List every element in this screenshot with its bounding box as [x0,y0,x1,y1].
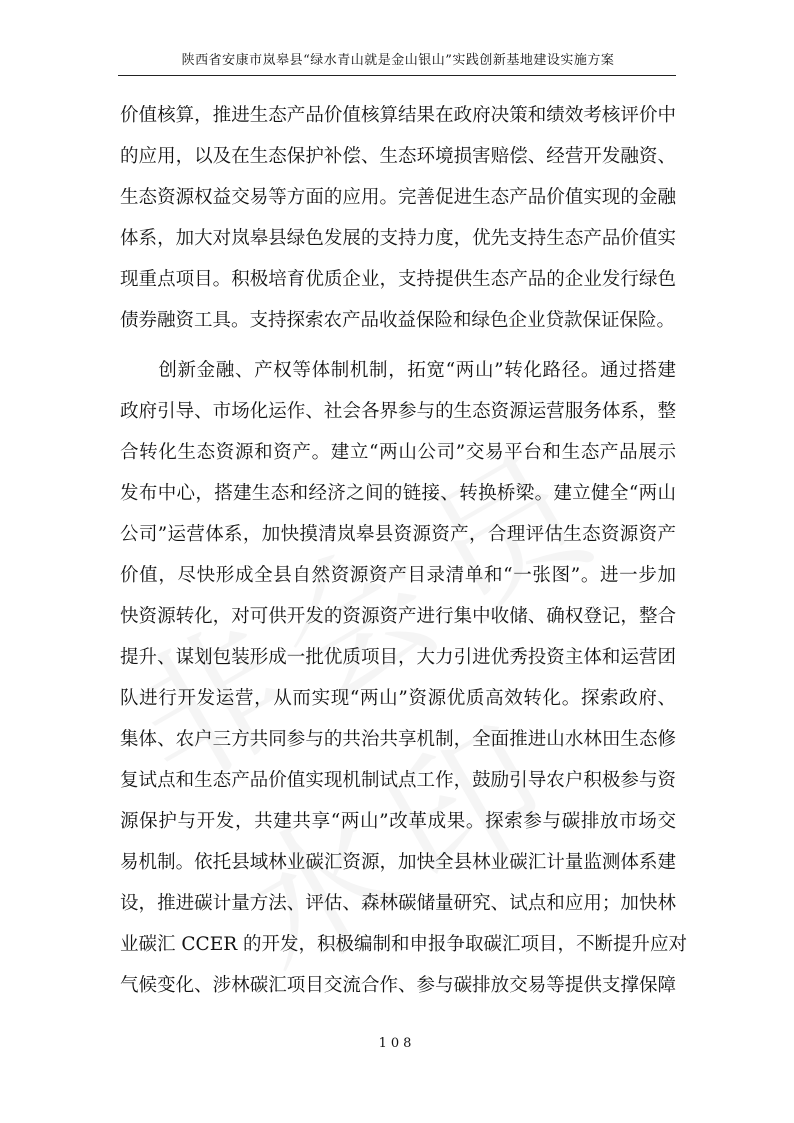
text-line: 业碳汇 CCER 的开发，积极编制和申报争取碳汇项目，不断提升应对 [120,934,688,955]
text-line: 易机制。依托县域林业碳汇资源，加快全县林业碳汇计量监测体系建 [120,852,676,873]
text-line: 发布中心，搭建生态和经济之间的链接、转换桥梁。建立健全“两山 [120,483,676,504]
body-text [120,95,688,1006]
text-line: 体系，加大对岚皋县绿色发展的支持力度，优先支持生态产品价值实 [120,228,676,249]
text-line: 提升、谋划包装形成一批优质项目，大力引进优秀投资主体和运营团 [120,647,676,668]
paragraph-2 [120,350,688,1006]
text-line: 生态资源权益交易等方面的应用。完善促进生态产品价值实现的金融 [120,187,676,208]
paragraph-1 [120,95,676,341]
text-line: 队进行开发运营，从而实现“两山”资源优质高效转化。探索政府、 [120,688,676,709]
text-line: 复试点和生态产品价值实现机制试点工作，鼓励引导农户积极参与资 [120,770,676,791]
text-line: 价值核算，推进生态产品价值核算结果在政府决策和绩效考核评价中 [120,105,676,126]
text-line: 创新金融、产权等体制机制，拓宽“两山”转化路径。通过搭建 [120,360,676,381]
header-divider [118,75,676,76]
text-line: 源保护与开发，共建共享“两山”改革成果。探索参与碳排放市场交 [120,811,676,832]
text-line: 公司”运营体系，加快摸清岚皋县资源资产，合理评估生态资源资产 [120,524,676,545]
text-line: 债券融资工具。支持探索农产品收益保险和绿色企业贷款保证保险。 [120,310,676,331]
text-line: 集体、农户三方共同参与的共治共享机制，全面推进山水林田生态修 [120,729,676,750]
text-line: 设，推进碳计量方法、评估、森林碳储量研究、试点和应用；加快林 [120,893,676,914]
text-line: 快资源转化，对可供开发的资源资产进行集中收储、确权登记，整合 [120,606,676,627]
text-line: 价值，尽快形成全县自然资源资产目录清单和“一张图”。进一步加 [120,565,676,586]
text-line: 合转化生态资源和资产。建立“两山公司”交易平台和生态产品展示 [120,442,676,463]
text-line: 现重点项目。积极培育优质企业，支持提供生态产品的企业发行绿色 [120,269,676,290]
running-header: 陕西省安康市岚皋县“绿水青山就是金山银山”实践创新基地建设实施方案 [181,53,615,68]
text-line: 气候变化、涉林碳汇项目交流合作、参与碳排放交易等提供支撑保障 [120,975,676,996]
text-line: 政府引导、市场化运作、社会各界参与的生态资源运营服务体系，整 [120,401,676,422]
page-number: 108 [378,1036,416,1051]
text-line: 的应用，以及在生态保护补偿、生态环境损害赔偿、经营开发融资、 [120,146,676,167]
